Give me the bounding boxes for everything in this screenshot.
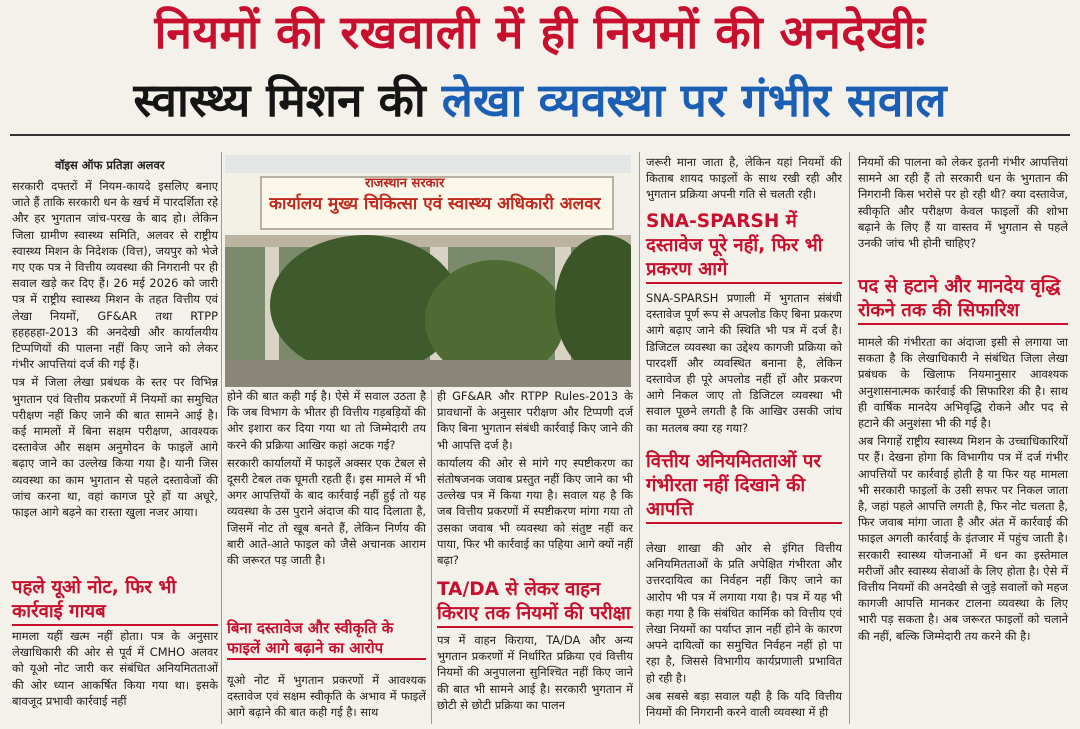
- headline-line-2-part-1: स्वास्थ्य मिशन की: [133, 73, 442, 127]
- column-1: [12, 178, 218, 576]
- column-3-paragraph-2: कार्यालय की ओर से मांगे गए स्पष्टीकरण का संतोषजनक जवाब प्रस्तुत नहीं किए जाने का भी उल्लेख पत्र में किया गया है। सवाल यह है कि जब वित्तीय प्रकरणों में स्पष्टीकरण मांगा गया तो उसका जवाब भी व्यवस्था को संतुष्ट नहीं कर पाया, फिर भी कार्रवाई का पहिया आगे क्यों नहीं बढ़ा?: [437, 455, 633, 568]
- headline-line-2-part-2: लेखा व्यवस्था पर गंभीर सवाल: [441, 73, 947, 127]
- column-4-paragraph-1: जरूरी माना जाता है, लेकिन यहां नियमों की किताब शायद फाइलों के साथ रखी रही और भुगतान प्रक्रिया अपनी गति से चलती रही।: [646, 155, 842, 202]
- column-2-paragraph-3: यूओ नोट में भुगतान प्रकरणों में आवश्यक दस्तावेज एवं सक्षम स्वीकृति के अभाव में फाइलें आगे बढ़ाने की बात कही गई है। साथ: [227, 673, 426, 720]
- column-1-paragraph-1: सरकारी दफ्तरों में नियम-कायदे इसलिए बनाए जाते हैं ताकि सरकारी धन के खर्च में पारदर्शिता रहे और हर भुगतान जांच-परख के बाद हो। लेकिन जिला ग्रामीण स्वास्थ्य समिति, अलवर से राष्ट्रीय स्वास्थ्य मिशन के निदेशक (वित्त), जयपुर को भेजे गए एक पत्र ने वित्तीय व्यवस्था की निगरानी पर ही सवाल खड़े कर दिए हैं। 26 मई 2026 को जारी पत्र में राष्ट्रीय स्वास्थ्य मिशन के तहत वित्तीय एवं लेखा नियमों, GF&AR तथा RTPP हहहहहा-2013 की अनदेखी और कार्यालयीय टिप्पणियों की पालना नहीं किए जाने को लेकर गंभीर आपत्तियां दर्ज की गई हैं।: [12, 179, 218, 372]
- column-4: [646, 154, 842, 208]
- column-1-continued: [12, 628, 218, 724]
- column-2-paragraph-1: होने की बात कही गई है। ऐसे में सवाल उठता है कि जब विभाग के भीतर ही वित्तीय गड़बड़ियों की ओर इशारा कर दिया गया था तो जिम्मेदारी तय करने की प्रक्रिया आखिर कहां अटक गई?: [227, 389, 426, 452]
- column-5-subheading: पद से हटाने और मानदेय वृद्धि रोकने तक की सिफारिश: [858, 275, 1068, 325]
- photo-sign-top-text: राजस्थान सरकार: [365, 176, 445, 191]
- column-5-continued: [858, 334, 1068, 724]
- column-5-paragraph-1: नियमों की पालना को लेकर इतनी गंभीर आपत्तियां सामने आ रही हैं तो सरकारी धन के भुगतान की निगरानी किस भरोसे पर हो रही थी? क्या दस्तावेज, स्वीकृति और परीक्षण केवल फाइलों की शोभा बढ़ाने के लिए हैं या वास्तव में भुगतान से पहले उनकी जांच भी होनी चाहिए?: [858, 155, 1068, 251]
- column-2: [227, 388, 426, 606]
- column-3-paragraph-1: ही GF&AR और RTPP Rules-2013 के प्रावधानों के अनुसार परीक्षण और टिप्पणी दर्ज किए बिना भुगतान संबंधी कार्रवाई किए जाने की भी आपत्ति दर्ज है।: [437, 389, 633, 452]
- column-3-paragraph-3: पत्र में वाहन किराया, TA/DA और अन्य भुगतान प्रकरणों में निर्धारित प्रक्रिया एवं वित्तीय नियमों की अनुपालना सुनिश्चित नहीं किए जाने की बात भी सामने आई है। सरकारी भुगतान में छोटी से छोटी प्रक्रिया का पालन: [437, 633, 633, 712]
- column-2-subheading: बिना दस्तावेज और स्वीकृति के फाइलें आगे बढ़ाने का आरोप: [227, 618, 426, 660]
- headline-line-2: [0, 70, 1080, 130]
- column-4-subheading-2: वित्तीय अनियमितताओं पर गंभीरता नहीं दिखाने की आपत्ति: [646, 450, 842, 524]
- headline-rule: [10, 134, 1070, 136]
- column-separator-4: [849, 152, 850, 724]
- column-4-paragraph-2: SNA-SPARSH प्रणाली में भुगतान संबंधी दस्तावेज पूर्ण रूप से अपलोड किए बिना प्रकरण आगे बढ़ाए जाने की स्थिति भी पत्र में दर्ज है। डिजिटल व्यवस्था का उद्देश्य कागजी प्रक्रिया को पारदर्शी और व्यवस्थित बनाना है, लेकिन दस्तावेज ही पूरे अपलोड नहीं हों और प्रकरण आगे निकल जाए तो डिजिटल व्यवस्था भी सवाल पूछने लगती है कि आखिर उसकी जांच का मतलब क्या रह गया?: [646, 291, 842, 435]
- column-1-paragraph-2: पत्र में जिला लेखा प्रबंधक के स्तर पर विभिन्न भुगतान एवं वित्तीय प्रकरणों में नियमों का समुचित परीक्षण नहीं किए जाने की बात सामने आई है। कई मामलों में बिना सक्षम परीक्षण, आवश्यक दस्तावेज और सक्षम अनुमोदन के फाइलें आगे बढ़ाए जाने का उल्लेख किया गया है। यानी जिस व्यवस्था का काम भुगतान से पहले दस्तावेजों की जांच करना था, वहां कागज पूरे हों या अधूरे, फाइल आगे बढ़ने का रास्ता खुला नजर आया।: [12, 375, 218, 520]
- column-1-paragraph-3: मामला यहीं खत्म नहीं होता। पत्र के अनुसार लेखाधिकारी की ओर से पूर्व में CMHO अलवर को यूओ नोट जारी कर संबंधित अनियमितताओं की ओर ध्यान आकर्षित किया गया था। इसके बावजूद प्रभावी कार्रवाई नहीं: [12, 629, 218, 708]
- photo-sign-main-text: कार्यालय मुख्य चिकित्सा एवं स्वास्थ्य अधिकारी अलवर: [269, 194, 601, 214]
- byline: वॉइस ऑफ प्रतिज्ञा अलवर: [55, 158, 165, 172]
- column-separator-3: [639, 152, 640, 724]
- column-3-subheading: TA/DA से लेकर वाहन किराए तक नियमों की परीक्षा: [437, 578, 633, 628]
- column-5-paragraph-3: अब निगाहें राष्ट्रीय स्वास्थ्य मिशन के उच्चाधिकारियों पर हैं। देखना होगा कि विभागीय पत्र में दर्ज गंभीर आपत्तियों पर कार्रवाई होती है या फिर यह मामला भी सरकारी फाइलों के उसी सफर पर निकल जाता है, जहां पहले आपत्ति लगती है, फिर नोट चलता है, फिर जवाब मांगा जाता है और अंत में कार्रवाई की फाइल अगली कार्रवाई के इंतजार में पहुंच जाती है। सरकारी स्वास्थ्य योजनाओं में धन का इस्तेमाल मरीजों और स्वास्थ्य सेवाओं के लिए होता है। ऐसे में वित्तीय नियमों की अनदेखी से जुड़े सवालों को महज कागजी आपत्ति मानकर टालना व्यवस्था के लिए भारी पड़ सकता है। अब जरूरत फाइलों को चलाने की नहीं, बल्कि जिम्मेदारी तय करने की है।: [858, 434, 1068, 643]
- column-separator-1: [221, 152, 222, 724]
- column-separator-2: [431, 390, 432, 724]
- column-4-section-3: [646, 540, 842, 724]
- column-4-section-2: [646, 290, 842, 440]
- column-3: [437, 388, 633, 576]
- column-2-paragraph-2: सरकारी कार्यालयों में फाइलें अक्सर एक टेबल से दूसरी टेबल तक घूमती रहती हैं। इस मामले में भी अगर आपत्तियों के बाद कार्रवाई नहीं हुई तो यह व्यवस्था के उस पुराने अंदाज की याद दिलाता है, जिसमें नोट तो खूब बनते हैं, लेकिन निर्णय की बारी आते-आते फाइल को जैसे अचानक आराम की जरूरत पड़ जाती है।: [227, 455, 426, 568]
- column-4-paragraph-4: अब सबसे बड़ा सवाल यही है कि यदि वित्तीय नियमों की निगरानी करने वाली व्यवस्था में ही: [646, 688, 842, 720]
- column-1-subheading: पहले यूओ नोट, फिर भी कार्रवाई गायब: [12, 576, 218, 626]
- column-5: [858, 154, 1068, 254]
- column-4-subheading-1: SNA-SPARSH में दस्तावेज पूरे नहीं, फिर भी प्रकरण आगे: [646, 210, 842, 284]
- column-3-continued: [437, 632, 633, 724]
- column-5-paragraph-2: मामले की गंभीरता का अंदाजा इसी से लगाया जा सकता है कि लेखाधिकारी ने संबंधित जिला लेखा प्रबंधक के खिलाफ नियमानुसार आवश्यक अनुशासनात्मक कार्रवाई की सिफारिश की है। साथ ही वार्षिक मानदेय अभिवृद्धि रोकने और पद से हटाने की अनुशंसा भी की गई है।: [858, 335, 1068, 431]
- column-2-continued: [227, 672, 426, 724]
- headline-line-1: नियमों की रखवाली में ही नियमों की अनदेखीः: [154, 5, 926, 59]
- column-4-paragraph-3: लेखा शाखा की ओर से इंगित वित्तीय अनियमितताओं के प्रति अपेक्षित गंभीरता और उत्तरदायित्व का निर्वहन नहीं किए जाने का आरोप भी पत्र में लगाया गया है। पत्र में यह भी कहा गया है कि संबंधित कार्मिक को वित्तीय एवं लेखा नियमों का पर्याप्त ज्ञान नहीं होने के कारण अपने दायित्वों का समुचित निर्वहन नहीं हो पा रहा है, जिससे विभागीय कार्यप्रणाली प्रभावित हो रही है।: [646, 541, 842, 685]
- office-building-photo: [225, 155, 631, 387]
